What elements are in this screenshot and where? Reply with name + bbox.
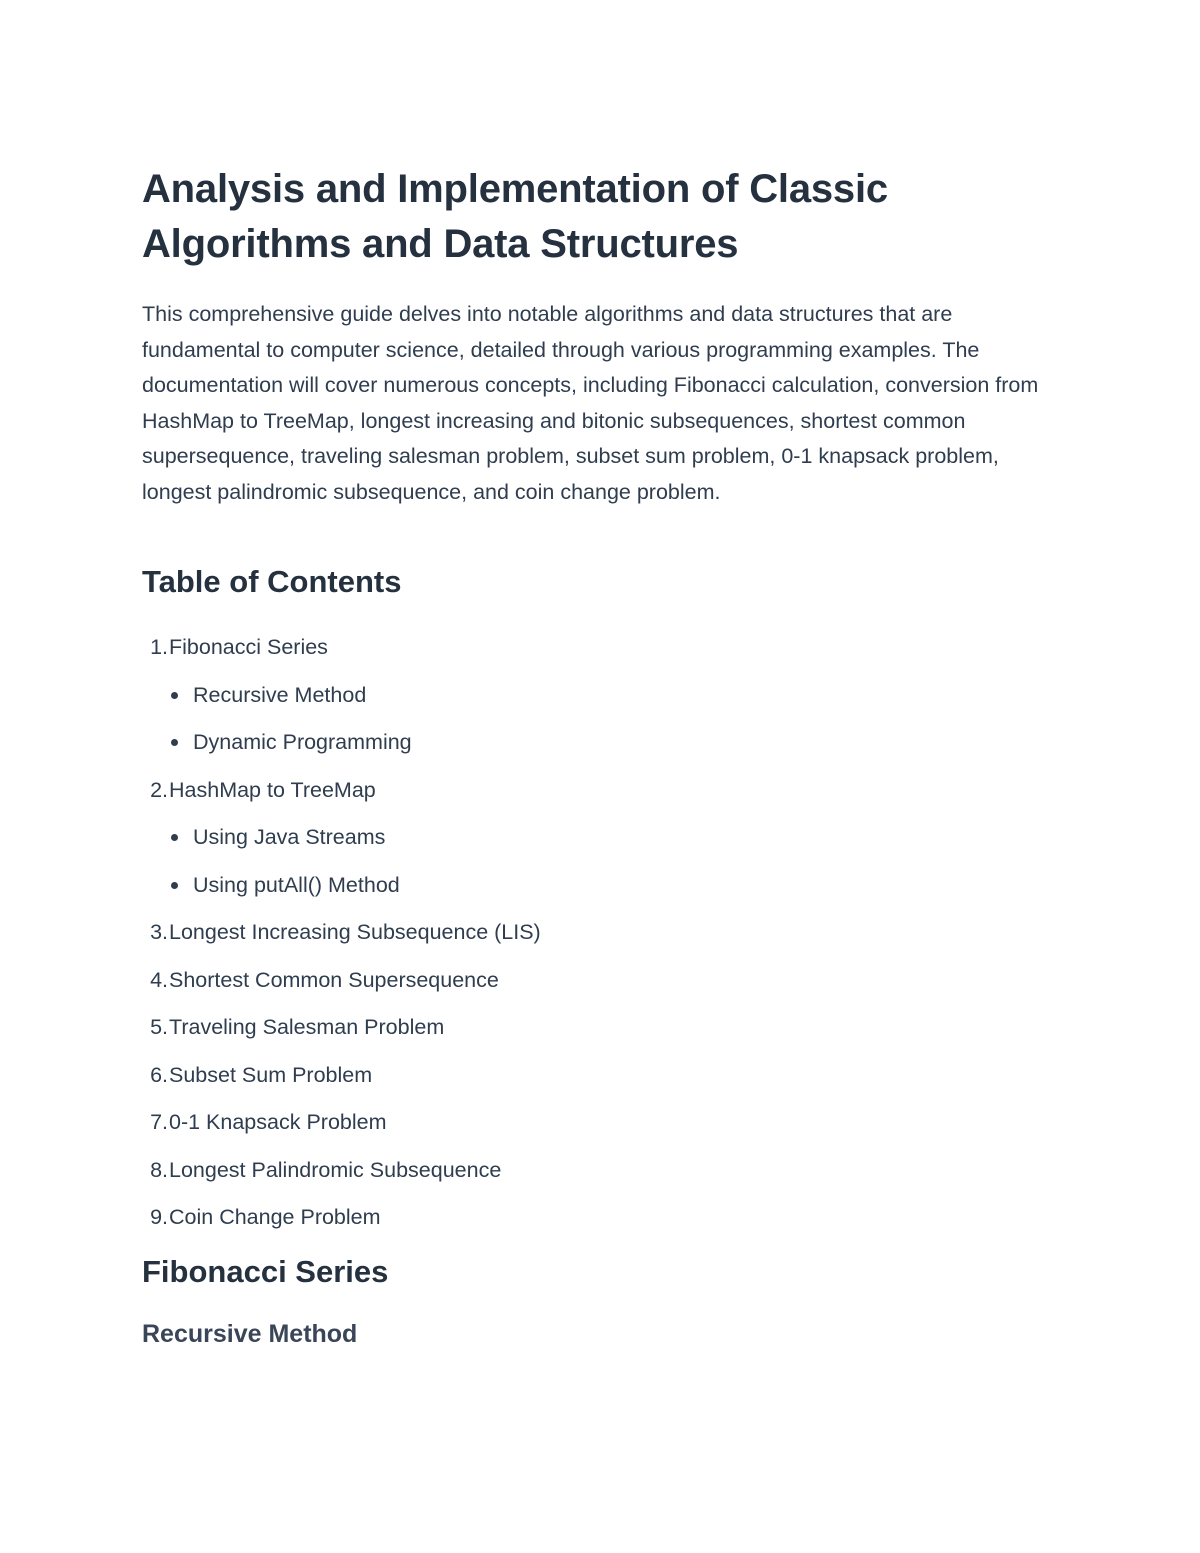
toc-item-hashmap xyxy=(142,767,942,910)
toc-item-lis xyxy=(142,909,942,957)
toc-item-coin-change xyxy=(142,1194,942,1242)
toc-item-number: 5. xyxy=(150,1015,168,1039)
toc-item-number: 1. xyxy=(150,635,168,659)
toc-subitem-putall xyxy=(142,862,942,910)
toc-item-subset-sum xyxy=(142,1052,942,1100)
toc-item-label: 0-1 Knapsack Problem xyxy=(169,1110,387,1134)
toc-sublist xyxy=(142,672,942,767)
toc-item-label: HashMap to TreeMap xyxy=(169,777,376,802)
toc-item-label: Longest Palindromic Subsequence xyxy=(169,1157,502,1182)
toc-item-number: 6. xyxy=(150,1062,168,1087)
toc-subitem-label: Using putAll() Method xyxy=(193,872,400,897)
toc-subitem-streams xyxy=(142,814,942,862)
toc-subitem-dynamic xyxy=(142,719,942,767)
toc-item-number: 2. xyxy=(150,777,168,802)
toc-item-number: 9. xyxy=(150,1205,168,1229)
toc-item-fibonacci xyxy=(142,624,942,767)
intro-paragraph: This comprehensive guide delves into notable algorithms and data structures that are fundamental to computer science, detailed through various programming examples. The documentation will cover numerous concepts, including Fibonacci calculation, conversion from HashMap to TreeMap, longest increasing and bitonic subsequences, shortest common supersequence, traveling salesman problem, subset sum problem, 0-1 knapsack problem, longest palindromic subsequence, and coin change problem. xyxy=(142,302,1039,504)
bullet-icon xyxy=(171,834,178,841)
toc-item-number: 7. xyxy=(150,1110,168,1134)
toc-subitem-label: Dynamic Programming xyxy=(193,730,412,754)
toc-item-label: Traveling Salesman Problem xyxy=(169,1015,445,1039)
bullet-icon xyxy=(171,882,178,889)
toc-item-label: Subset Sum Problem xyxy=(169,1062,373,1087)
subsection-heading-recursive: Recursive Method xyxy=(142,1320,358,1348)
toc-item-lps xyxy=(142,1147,942,1195)
toc-item-knapsack xyxy=(142,1099,942,1147)
toc-heading: Table of Contents xyxy=(142,564,402,599)
document-title: Analysis and Implementation of Classic Algorithms and Data Structures xyxy=(142,167,888,266)
toc-item-label: Coin Change Problem xyxy=(169,1205,381,1229)
table-of-contents xyxy=(142,624,942,1242)
toc-sublist xyxy=(142,814,942,909)
toc-subitem-label: Using Java Streams xyxy=(193,825,386,849)
toc-item-scs xyxy=(142,957,942,1005)
toc-item-number: 3. xyxy=(150,920,168,944)
bullet-icon xyxy=(171,692,178,699)
toc-item-label: Longest Increasing Subsequence (LIS) xyxy=(169,920,541,944)
section-heading-fibonacci: Fibonacci Series xyxy=(142,1254,389,1289)
document-page xyxy=(142,162,1062,1348)
toc-item-number: 4. xyxy=(150,967,168,992)
toc-subitem-recursive xyxy=(142,672,942,720)
toc-item-label: Fibonacci Series xyxy=(169,635,328,659)
toc-item-tsp xyxy=(142,1004,942,1052)
toc-subitem-label: Recursive Method xyxy=(193,682,367,707)
bullet-icon xyxy=(171,739,178,746)
toc-item-label: Shortest Common Supersequence xyxy=(169,967,499,992)
toc-item-number: 8. xyxy=(150,1157,168,1182)
